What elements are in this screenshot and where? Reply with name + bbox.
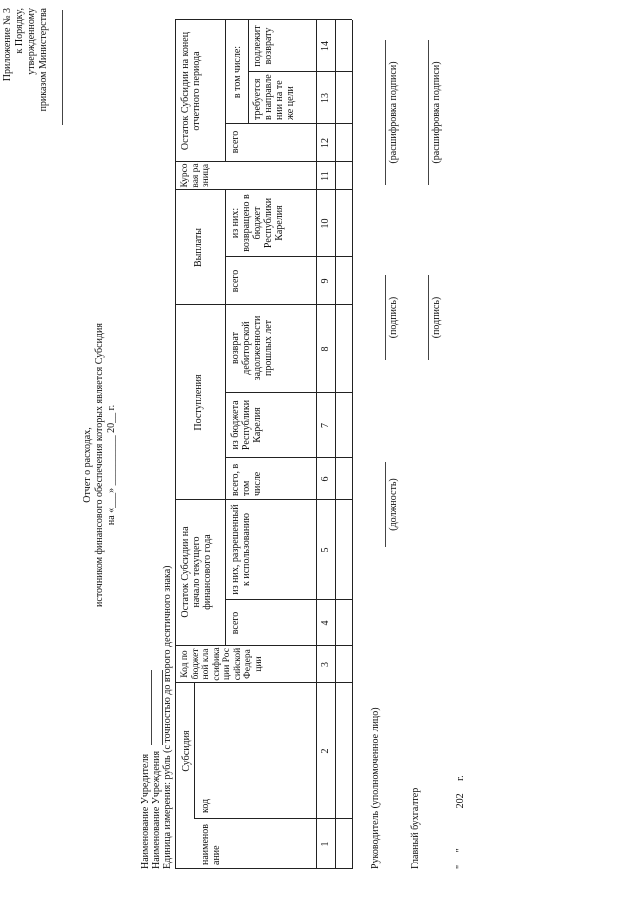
founder-label: Наименование Учредителя [140, 753, 151, 869]
table-border-top [175, 20, 176, 869]
accountant-decoding-line [428, 40, 429, 185]
head-signature-line [385, 275, 386, 360]
subheader-receipts-budget: из бюджета Республики Карелия [230, 399, 263, 451]
column-number: 1 [320, 841, 331, 847]
accountant-decoding-caption: (расшифровка подписи) [431, 61, 442, 164]
report-title-line-1: Отчет о расходах, [82, 427, 93, 503]
column-number: 6 [320, 476, 331, 482]
column-number: 4 [320, 620, 331, 626]
column-number: 8 [320, 346, 331, 352]
accountant-signature-caption: (подпись) [431, 296, 442, 339]
head-decoding-caption: (расшифровка подписи) [388, 61, 399, 164]
table-hline-numbers-top [316, 20, 317, 869]
subheader-balance-total: всего [230, 611, 241, 635]
column-number: 2 [320, 748, 331, 754]
table-vline-rec-budget [225, 392, 352, 393]
column-number: 7 [320, 423, 331, 428]
subheader-name: наименование [200, 824, 222, 865]
table-hline-incl [248, 20, 249, 124]
appendix-line-3: утвержденному [26, 8, 37, 75]
appendix-line-1: Приложение № 3 [2, 8, 13, 82]
header-exchange-difference: Курсовая разница [180, 163, 211, 188]
column-number: 9 [320, 278, 331, 284]
subheader-payments-total: всего [230, 269, 241, 293]
table-vline-end-total [225, 123, 352, 124]
table-hline-balance-end [225, 20, 226, 162]
subheader-receipts-receivable: возврат дебиторской задолженности прошлых лет [230, 315, 274, 381]
column-number: 14 [320, 41, 331, 51]
column-number: 10 [320, 218, 331, 229]
appendix-line-2: к Порядку, [14, 8, 25, 54]
table-hline-receipts [225, 305, 226, 500]
subheader-end-incl: в том числе: [232, 45, 243, 99]
subheader-balance-allowed: из них, разрешенный к использованию [230, 504, 252, 595]
table-vline-rec-total [225, 457, 352, 458]
date-line: " " 202 г. [455, 775, 466, 869]
table-hline-numbers-bottom [335, 20, 336, 869]
chief-accountant-label: Главный бухгалтер [410, 787, 421, 869]
column-number: 11 [320, 171, 331, 181]
report-title-line-3: на «___» __________ 20__ г. [106, 404, 117, 526]
founder-underline [151, 670, 152, 745]
table-hline-balance-start [225, 500, 226, 646]
column-number: 3 [320, 662, 331, 667]
table-vline-pay-total [225, 256, 352, 257]
head-label: Руководитель (уполномоченное лицо) [370, 707, 381, 869]
report-title-line-2: источником финансового обеспечения которых является Субсидия [94, 323, 105, 607]
head-decoding-line [385, 40, 386, 185]
column-number: 5 [320, 547, 331, 553]
accountant-signature-line [428, 275, 429, 360]
header-budget-code: Код по бюджетной классификации Российской Федерации [180, 647, 264, 681]
column-number: 12 [320, 138, 331, 148]
table-vline-bal-total [225, 599, 352, 600]
header-receipts: Поступления [193, 374, 204, 431]
subheader-receipts-total: всего, в том числе [230, 463, 263, 496]
appendix-underline [62, 10, 63, 125]
appendix-line-4: приказом Министерства [38, 8, 49, 112]
institution-label: Наименование Учреждения [151, 750, 162, 869]
head-signature-caption: (подпись) [388, 296, 399, 339]
table-border-bottom [352, 20, 353, 869]
header-balance-start: Остаток Субсидии на начало текущего финансового года [180, 526, 213, 618]
head-position-line [385, 462, 386, 547]
header-balance-end: Остаток Субсидии на конец отчетного периода [180, 31, 202, 151]
column-number: 13 [320, 93, 331, 103]
head-position-caption: (должность) [388, 478, 399, 531]
header-subsidy: Субсидия [181, 730, 192, 772]
unit-label: Единица измерения: рубль (с точностью до второго десятичного знака) [162, 565, 173, 869]
subheader-end-required: требуется в направлении на те же цели [252, 74, 296, 120]
subheader-payments-returned: из них: возвращено в бюджет Республики Карелия [230, 194, 285, 252]
subheader-end-total: всего [230, 130, 241, 154]
subheader-end-return: подлежит возврату [252, 25, 274, 67]
table-vline-end-required [248, 71, 352, 72]
subheader-code: код [200, 798, 211, 813]
table-hline-subsidy [194, 683, 195, 819]
header-payments: Выплаты [193, 228, 204, 267]
table-hline-payments [225, 190, 226, 305]
